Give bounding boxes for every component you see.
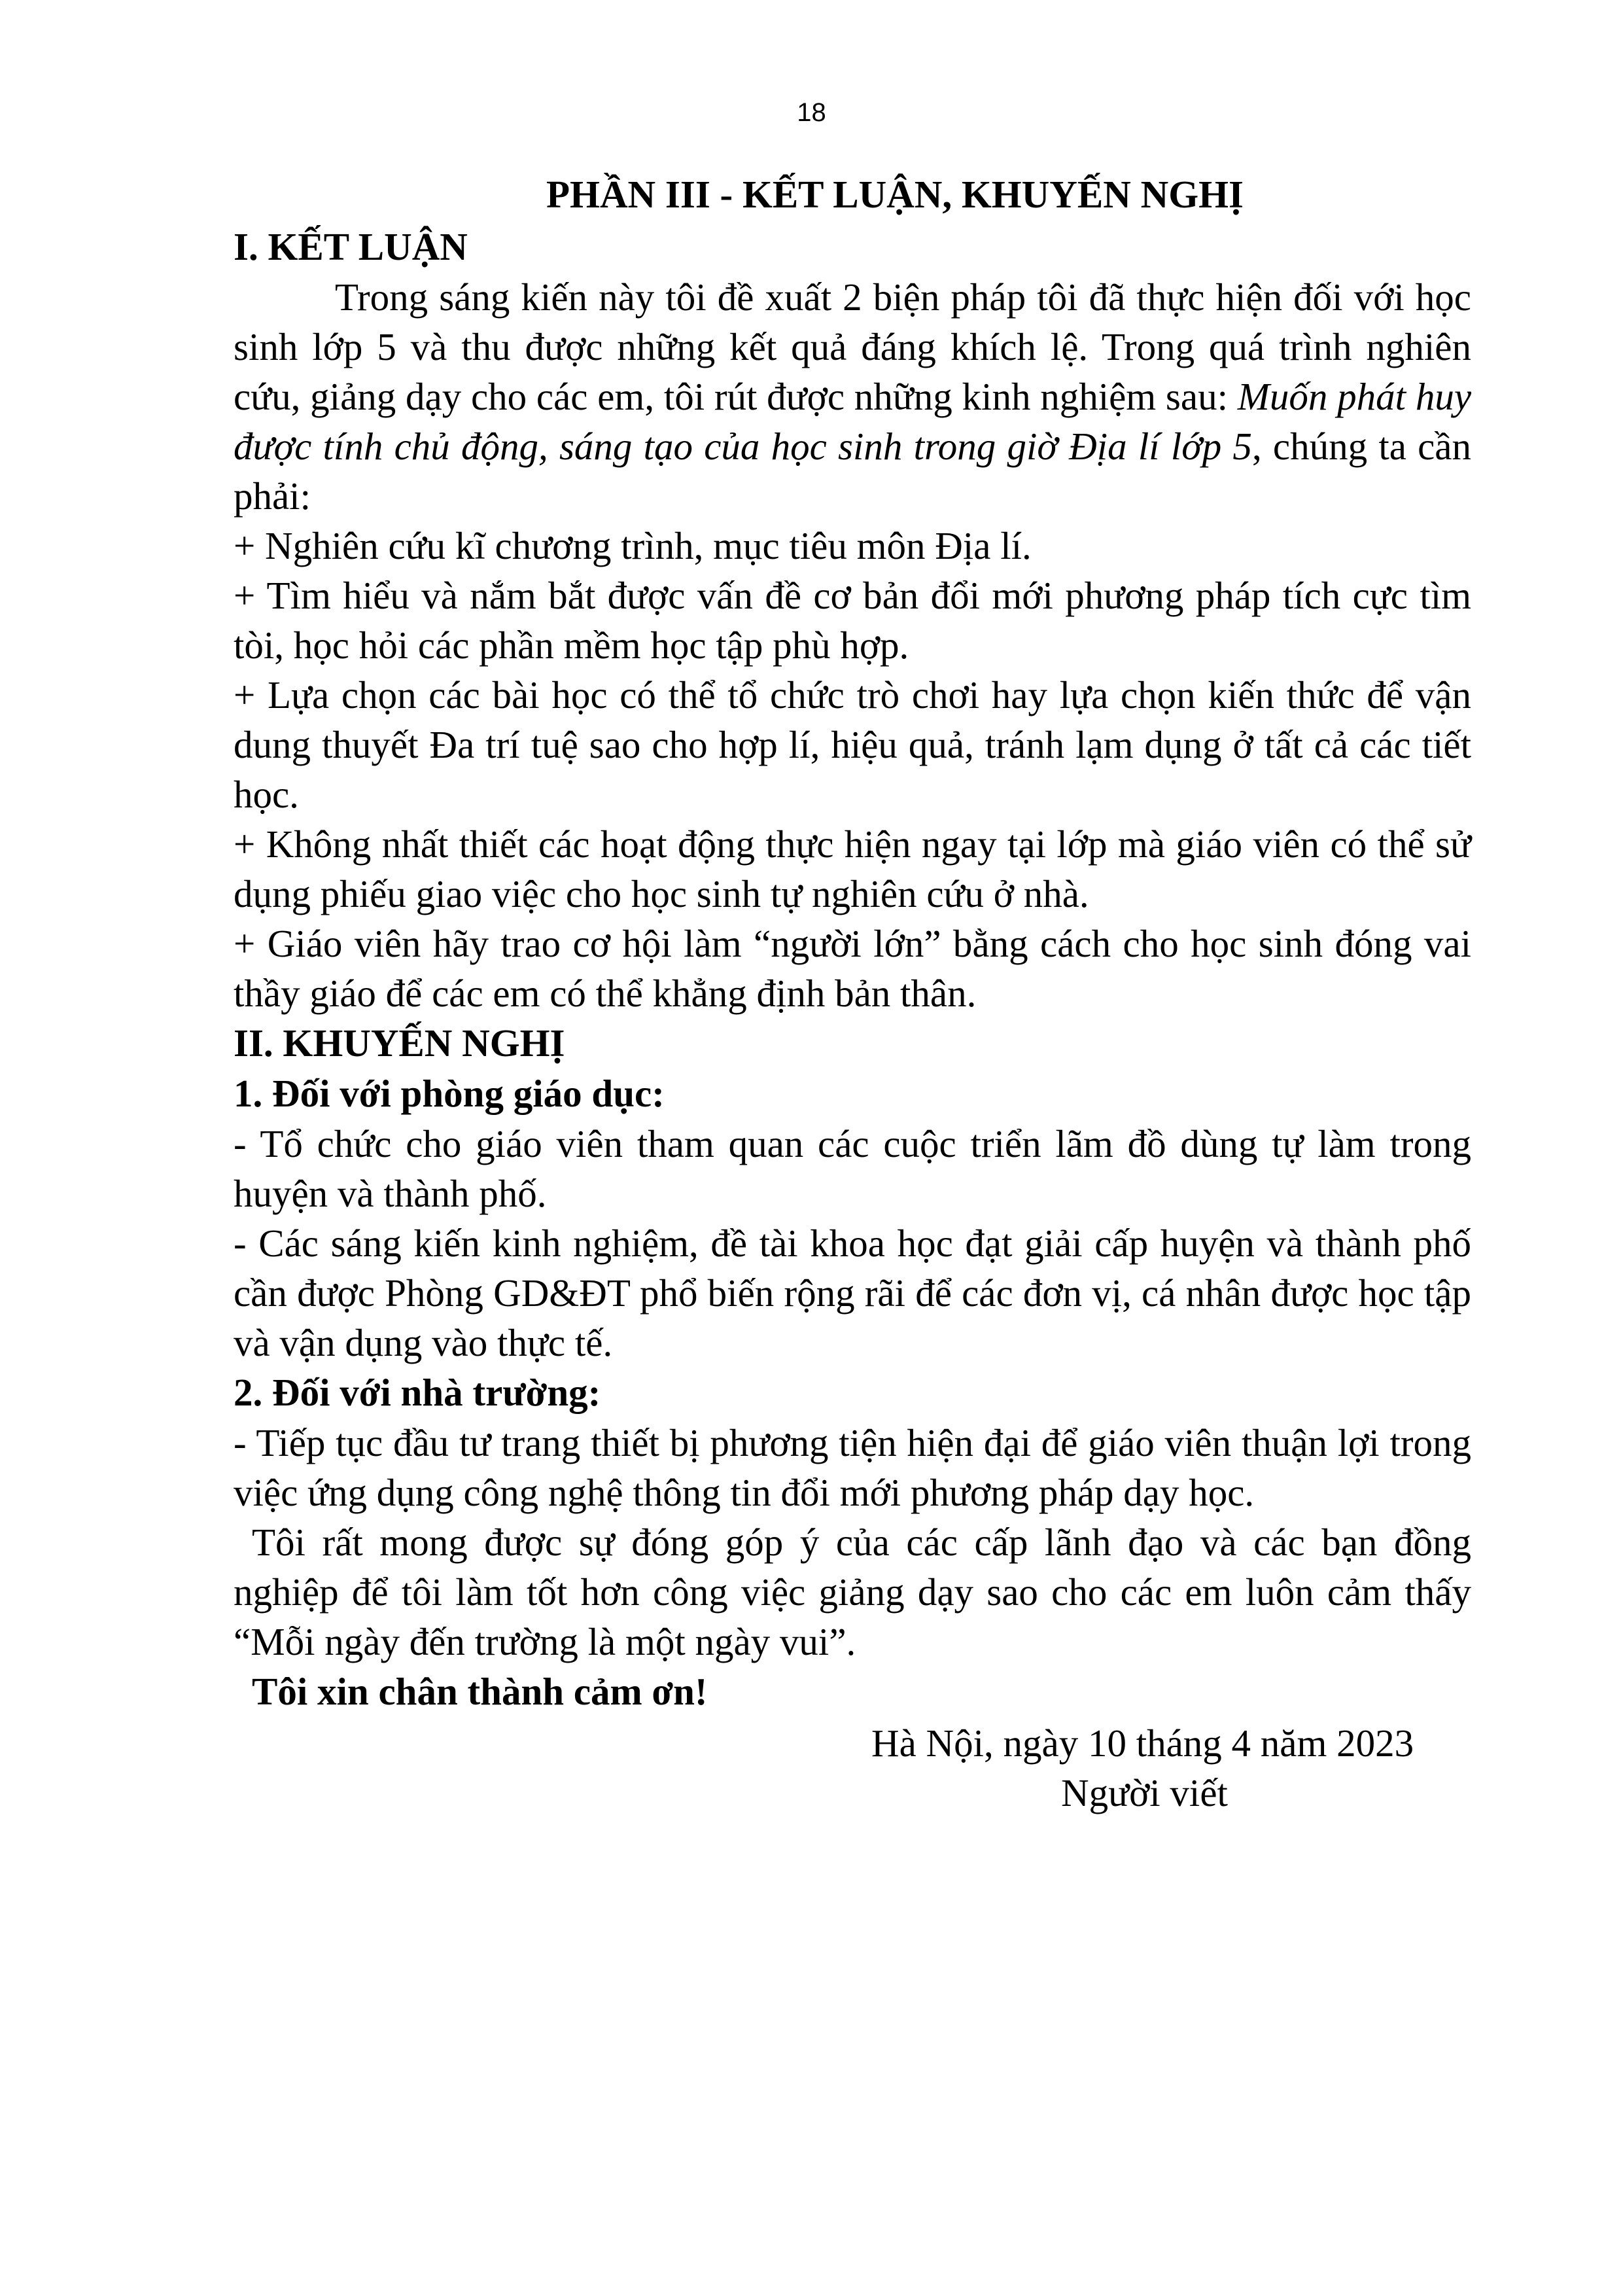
subheading-education-office: 1. Đối với phòng giáo dục:: [234, 1072, 665, 1115]
conclusion-bullet: + Lựa chọn các bài học có thể tổ chức trò chơi hay lựa chọn kiến thức để vận dung thuyết Đa trí tuệ sao cho hợp lí, hiệu quả, tránh lạm dụng ở tất cả các tiết học.: [234, 673, 1471, 816]
conclusion-intro-end: , chúng ta cần phải:: [234, 425, 1471, 518]
recommendation-item: - Các sáng kiến kinh nghiệm, đề tài khoa học đạt giải cấp huyện và thành phố cần được Phòng GD&ĐT phổ biến rộng rãi để các đơn vị, cá nhân được học tập và vận dụng vào thực tế.: [234, 1222, 1471, 1364]
section-heading-conclusion: I. KẾT LUẬN: [234, 225, 468, 268]
conclusion-intro-text: Trong sáng kiến này tôi đề xuất 2 biện pháp tôi đã thực hiện đối với học sinh lớp 5 và thu được những kết quả đáng khích lệ. Trong quá trình nghiên cứu, giảng dạy cho các em, tôi rút được những kinh nghiệm sau:: [234, 275, 1471, 418]
recommendation-item: - Tiếp tục đầu tư trang thiết bị phương tiện hiện đại để giáo viên thuận lợi trong việc ứng dụng công nghệ thông tin đổi mới phương pháp dạy học.: [234, 1421, 1471, 1514]
document-body: [234, 167, 1471, 1818]
signature-place-date: Hà Nội, ngày 10 tháng 4 năm 2023: [871, 1722, 1414, 1765]
conclusion-bullet: + Không nhất thiết các hoạt động thực hiện ngay tại lớp mà giáo viên có thể sử dụng phiếu giao việc cho học sinh tự nghiên cứu ở nhà.: [234, 822, 1471, 915]
subheading-school: 2. Đối với nhà trường:: [234, 1371, 601, 1414]
conclusion-intro-italic: Muốn phát huy được tính chủ động, sáng tạo của học sinh trong giờ Địa lí lớp 5: [234, 375, 1472, 468]
conclusion-bullet: + Tìm hiểu và nắm bắt được vấn đề cơ bản đổi mới phương pháp tích cực tìm tòi, học hỏi các phần mềm học tập phù hợp.: [234, 574, 1471, 667]
conclusion-bullet: + Giáo viên hãy trao cơ hội làm “người lớn” bằng cách cho học sinh đóng vai thầy giáo để các em có thể khẳng định bản thân.: [234, 922, 1471, 1015]
recommendation-item: - Tổ chức cho giáo viên tham quan các cuộc triển lãm đồ dùng tự làm trong huyện và thành phố.: [234, 1122, 1471, 1215]
conclusion-intro-paragraph: [234, 272, 1471, 521]
signature-block: [871, 1718, 1471, 1818]
document-title: PHẦN III - KẾT LUẬN, KHUYẾN NGHỊ: [546, 173, 1244, 216]
page-number: 18: [797, 98, 826, 127]
conclusion-bullet: + Nghiên cứu kĩ chương trình, mục tiêu môn Địa lí.: [234, 524, 1032, 567]
signature-role: Người viết: [1061, 1771, 1228, 1814]
section-heading-recommendations: II. KHUYẾN NGHỊ: [234, 1021, 565, 1065]
thanks-line: Tôi xin chân thành cảm ơn!: [252, 1670, 708, 1713]
closing-paragraph: Tôi rất mong được sự đóng góp ý của các cấp lãnh đạo và các bạn đồng nghiệp để tôi làm tốt hơn công việc giảng dạy sao cho các em luôn cảm thấy “Mỗi ngày đến trường là một ngày vui”.: [234, 1521, 1471, 1663]
